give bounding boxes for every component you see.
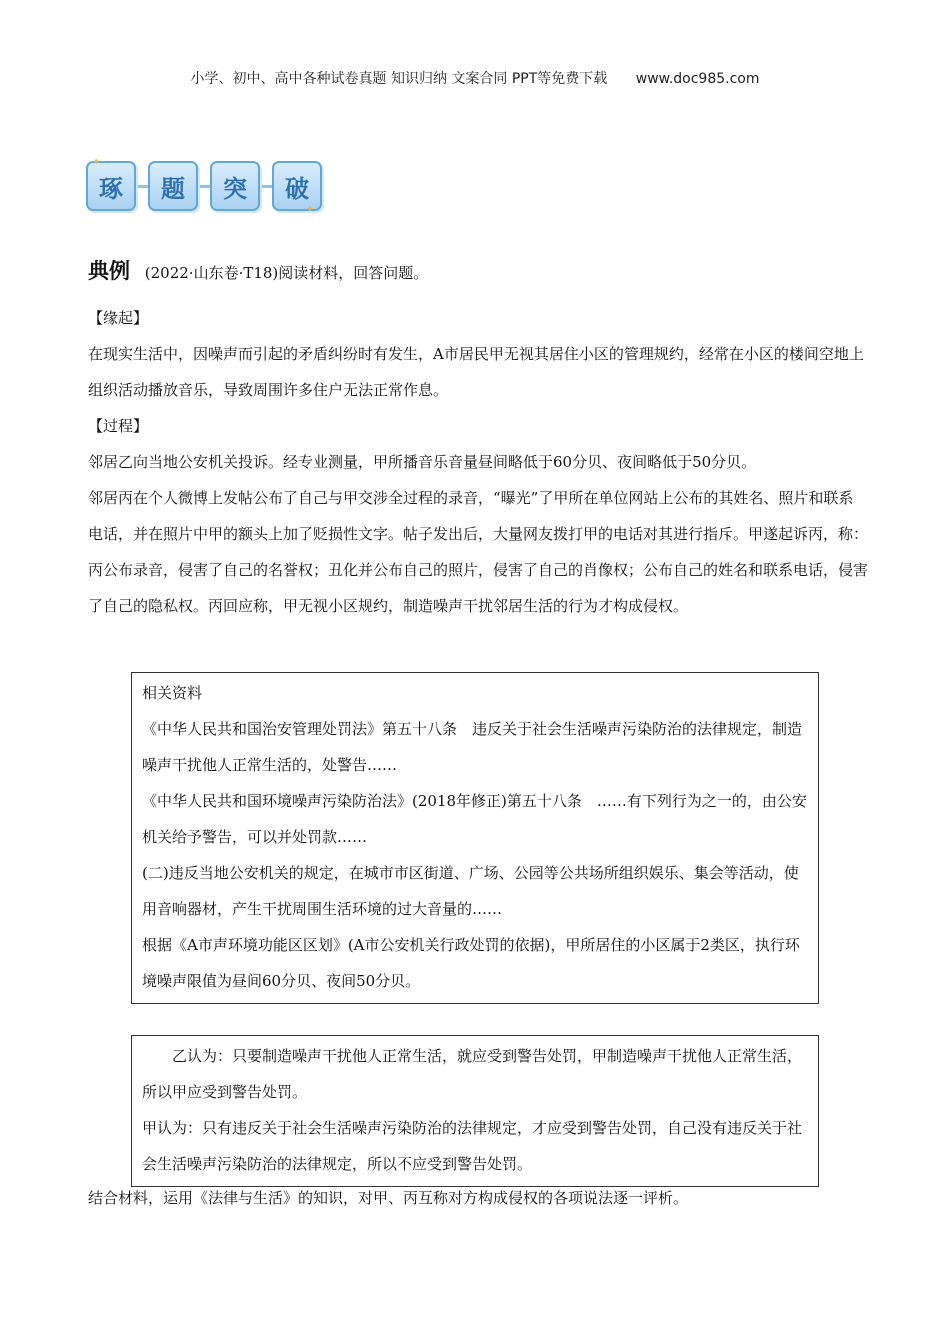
origin-text: 在现实生活中，因噪声而引起的矛盾纠纷时有发生，A市居民甲无视其居住小区的管理规约，经常在小区的楼间空地上组织活动播放音乐，导致周围许多住户无法正常作息。 (88, 345, 864, 399)
sparkle-icon: ✦ (305, 204, 314, 215)
materials-title: 相关资料 (142, 684, 203, 702)
banner-connector (136, 185, 148, 188)
banner-char: 破 (285, 174, 309, 203)
page-header (0, 68, 950, 88)
banner-char: 题 (161, 174, 185, 203)
opinions-box (131, 1035, 819, 1187)
origin-section (88, 300, 868, 624)
banner-char: 突 (223, 174, 247, 203)
sparkle-icon: ✦ (92, 157, 101, 168)
section-banner (86, 158, 322, 214)
header-text: 小学、初中、高中各种试卷真题 知识归纳 文案合同 PPT等免费下载 (190, 71, 608, 87)
materials-box (131, 672, 819, 1004)
materials-line-4: 根据《A市声环境功能区区划》(A市公安机关行政处罚的依据)，甲所居住的小区属于2类区，执行环境噪声限值为昼间60分贝、夜间50分贝。 (142, 936, 800, 990)
banner-char: 琢 (99, 174, 123, 203)
process-title: 【过程】 (88, 417, 149, 435)
banner-connector (198, 185, 210, 188)
opinion-jia: 甲认为：只有违反关于社会生活噪声污染防治的法律规定，才应受到警告处罚，自己没有违反关于社会生活噪声污染防治的法律规定，所以不应受到警告处罚。 (142, 1119, 803, 1173)
example-tag: 典例 (88, 259, 130, 283)
banner-connector (260, 185, 272, 188)
header-url[interactable]: www.doc985.com (635, 71, 760, 87)
banner-tile-3 (210, 161, 260, 211)
example-source: (2022·山东卷·T18)阅读材料，回答问题。 (144, 264, 429, 282)
process-paragraph-2: 邻居丙在个人微博上发帖公布了自己与甲交涉全过程的录音，“曝光”了甲所在单位网站上公布的其姓名、照片和联系电话，并在照片中甲的额头上加了贬损性文字。帖子发出后，大量网友拨打甲的电话对其进行指斥。甲遂起诉丙，称：丙公布录音，侵害了自己的名誉权；丑化并公布自己的照片，侵害了自己的肖像权；公布自己的姓名和联系电话，侵害了自己的隐私权。丙回应称，甲无视小区规约，制造噪声干扰邻居生活的行为才构成侵权。 (88, 489, 869, 615)
banner-tile-1 (86, 157, 136, 211)
example-heading (88, 255, 428, 285)
origin-title: 【缘起】 (88, 309, 149, 327)
materials-line-3: (二)违反当地公安机关的规定，在城市市区街道、广场、公园等公共场所组织娱乐、集会等活动，使用音响器材，产生干扰周围生活环境的过大音量的…… (142, 864, 799, 918)
materials-line-1: 《中华人民共和国治安管理处罚法》第五十八条 违反关于社会生活噪声污染防治的法律规定，制造噪声干扰他人正常生活的，处警告…… (142, 720, 803, 774)
question: 结合材料，运用《法律与生活》的知识，对甲、丙互称对方构成侵权的各项说法逐一评析。 (88, 1189, 689, 1207)
process-paragraph-1: 邻居乙向当地公安机关投诉。经专业测量，甲所播音乐音量昼间略低于60分贝、夜间略低于50分贝。 (88, 453, 757, 471)
materials-line-2: 《中华人民共和国环境噪声污染防治法》(2018年修正)第五十八条 ……有下列行为之一的，由公安机关给予警告，可以并处罚款…… (142, 792, 807, 846)
opinion-yi: 乙认为：只要制造噪声干扰他人正常生活，就应受到警告处罚，甲制造噪声干扰他人正常生活，所以甲应受到警告处罚。 (142, 1047, 803, 1101)
banner-tile-4 (272, 161, 322, 215)
banner-tile-2 (148, 161, 198, 211)
